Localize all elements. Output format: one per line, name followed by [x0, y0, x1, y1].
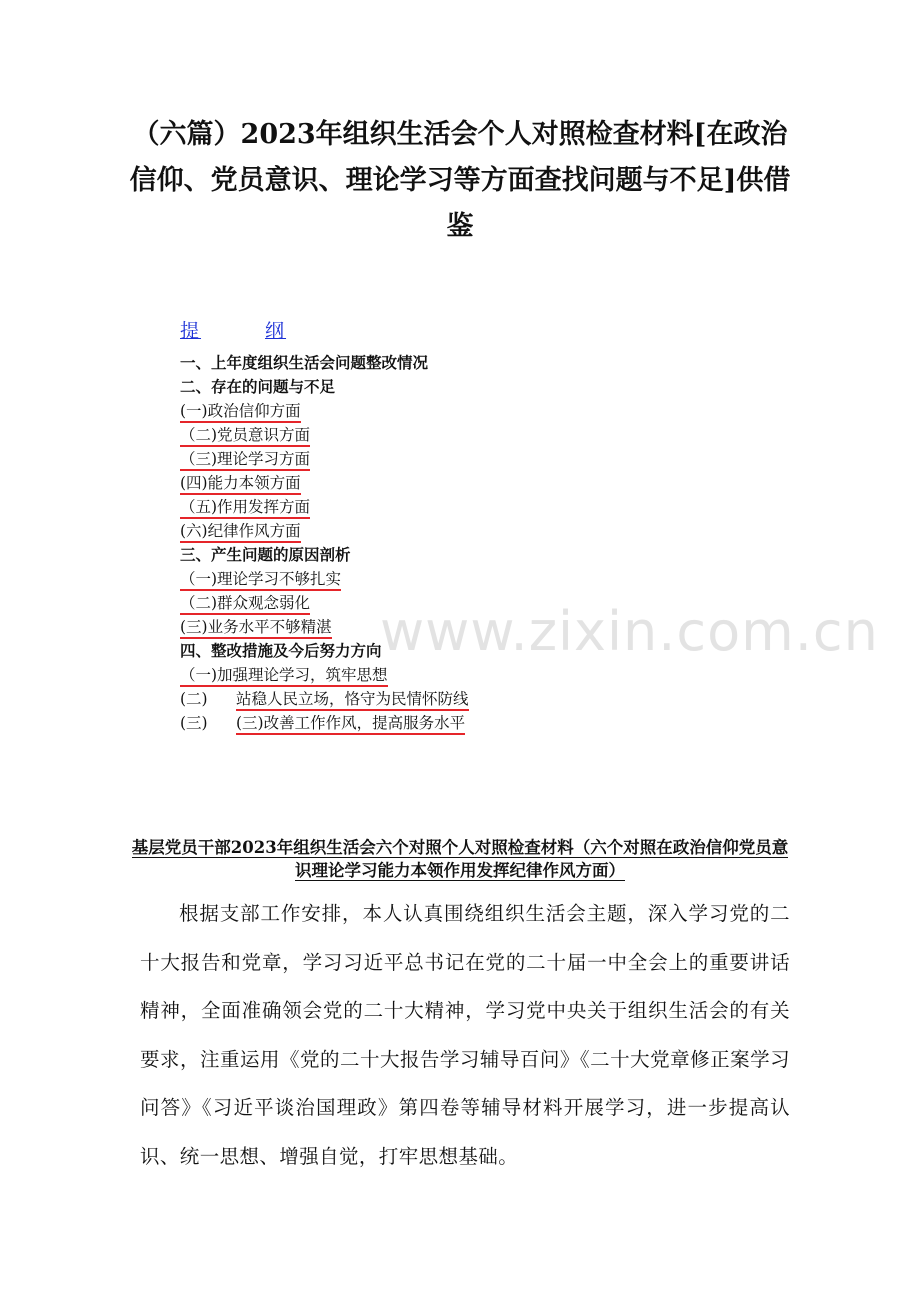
toc-heading[interactable]	[180, 316, 286, 343]
toc-item-label: (一)政治信仰方面	[180, 402, 301, 423]
table-of-contents	[180, 352, 469, 736]
toc-item-label: （二)党员意识方面	[180, 426, 310, 447]
toc-section-3[interactable]	[180, 544, 469, 568]
toc-item-number: (二)	[180, 690, 208, 708]
toc-item-label: （一)加强理论学习，筑牢思想	[180, 666, 388, 687]
toc-item-theory-study[interactable]	[180, 448, 469, 472]
toc-item-discipline[interactable]	[180, 520, 469, 544]
watermark: www.zixin.com.cn	[380, 600, 879, 663]
toc-section-2-label: 二、存在的问题与不足	[180, 377, 336, 396]
toc-section-3-label: 三、产生问题的原因剖析	[180, 545, 351, 564]
toc-section-2[interactable]	[180, 376, 469, 400]
toc-item-label: （三)理论学习方面	[180, 450, 310, 471]
toc-item-party-awareness[interactable]	[180, 424, 469, 448]
toc-section-1-label: 一、上年度组织生活会问题整改情况	[180, 353, 429, 372]
toc-item-label: (六)纪律作风方面	[180, 522, 301, 543]
toc-section-1[interactable]	[180, 352, 469, 376]
toc-item-cause-skills[interactable]	[180, 616, 469, 640]
toc-heading-right: 纲	[265, 320, 287, 342]
toc-item-measure-people[interactable]	[180, 688, 469, 712]
toc-item-label: (三)业务水平不够精湛	[180, 618, 332, 639]
body-paragraph: 根据支部工作安排，本人认真围绕组织生活会主题，深入学习党的二十大报告和党章，学习习近平总书记在党的二十届一中全会上的重要讲话精神，全面准确领会党的二十大精神，学习党中央关于组织生活会的有关要求，注重运用《党的二十大报告学习辅导百问》《二十大党章修正案学习问答》《习近平谈治国理政》第四卷等辅导材料开展学习，进一步提高认识、统一思想、增强自觉，打牢思想基础。	[140, 902, 790, 1168]
toc-item-cause-masses[interactable]	[180, 592, 469, 616]
toc-item-label: （二)群众观念弱化	[180, 594, 310, 615]
document-title: （六篇）2023年组织生活会个人对照检查材料[在政治信仰、党员意识、理论学习等方面查找问题与不足]供借鉴	[129, 119, 791, 242]
toc-item-label: 站稳人民立场，恪守为民情怀防线	[236, 690, 469, 711]
section-title	[130, 836, 790, 882]
toc-item-number: (三)	[180, 714, 208, 732]
toc-item-label: (三)改善工作作风，提高服务水平	[236, 714, 465, 735]
toc-section-4[interactable]	[180, 640, 469, 664]
toc-item-role[interactable]	[180, 496, 469, 520]
toc-heading-left: 提	[180, 320, 202, 342]
toc-item-ability[interactable]	[180, 472, 469, 496]
section-title-text: 基层党员干部2023年组织生活会六个对照个人对照检查材料（六个对照在政治信仰党员意识理论学习能力本领作用发挥纪律作风方面）	[131, 838, 789, 880]
toc-item-measure-style[interactable]	[180, 712, 469, 736]
toc-item-label: (四)能力本领方面	[180, 474, 301, 495]
toc-item-measure-theory[interactable]	[180, 664, 469, 688]
toc-item-cause-theory[interactable]	[180, 568, 469, 592]
toc-item-label: （一)理论学习不够扎实	[180, 570, 341, 591]
toc-item-political-belief[interactable]	[180, 400, 469, 424]
toc-item-label: （五)作用发挥方面	[180, 498, 310, 519]
toc-section-4-label: 四、整改措施及今后努力方向	[180, 641, 382, 660]
